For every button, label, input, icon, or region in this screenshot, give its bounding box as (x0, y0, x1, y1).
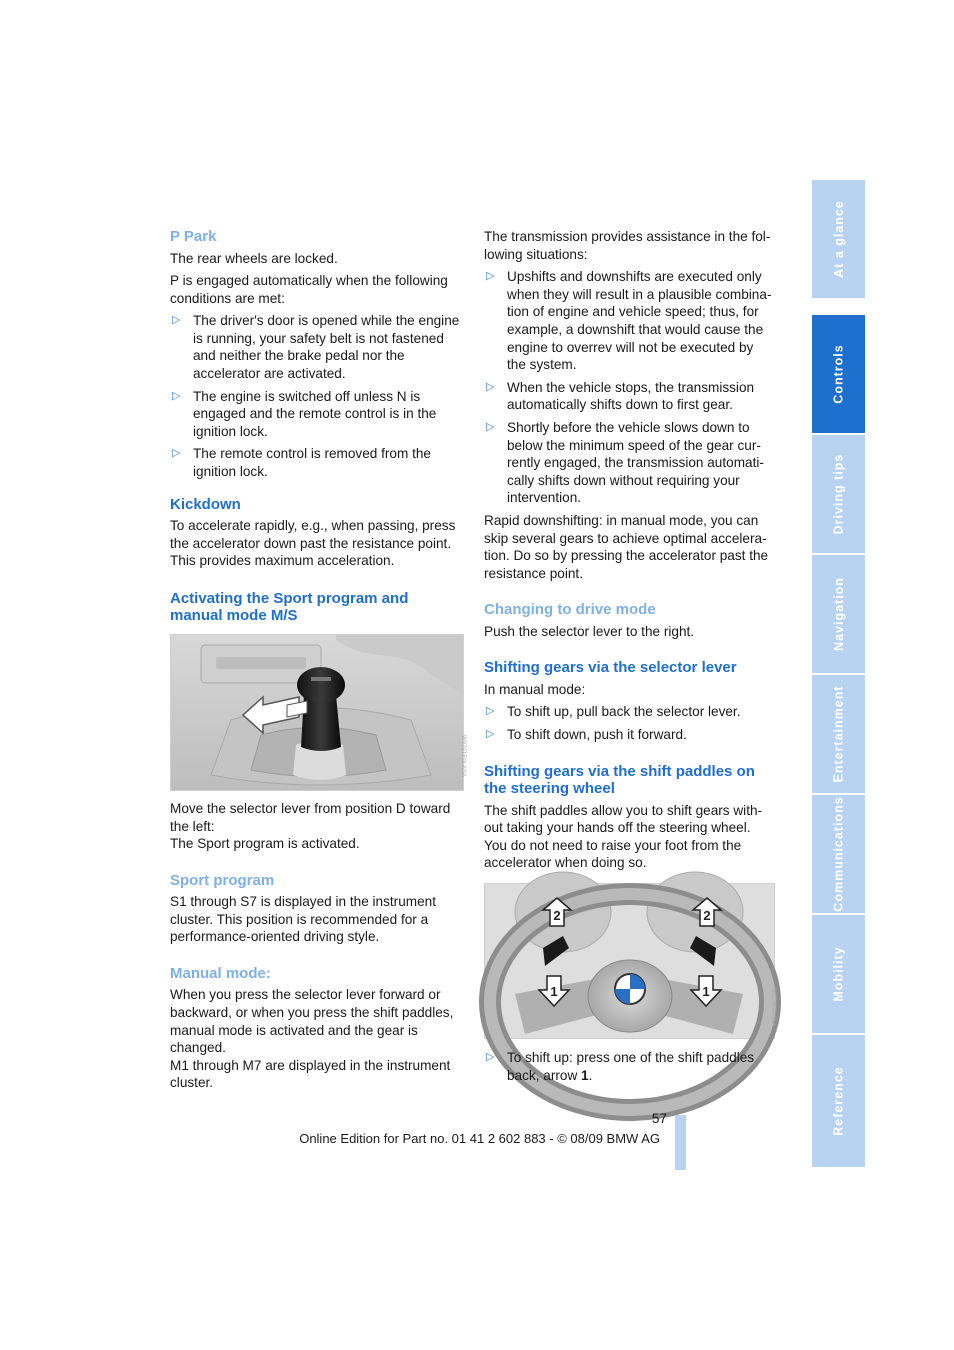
tab-navigation[interactable] (812, 555, 865, 673)
sport-manual-heading-line-2: manual mode M/S (170, 607, 298, 625)
sport-manual-caption-1: Move the selector lever from position D toward the left: (170, 800, 451, 834)
kickdown-heading: Kickdown (170, 495, 241, 513)
manual-mode-text-1: When you press the selector lever forward or backward, or when you press the shift paddles, manual mode is activated and the gear is changed. (170, 987, 454, 1056)
steering-wheel-figure (484, 883, 775, 1039)
steering-wheel-illustration (485, 884, 774, 1038)
tab-label: Mobility (831, 946, 846, 1002)
selector-lever-heading: Shifting gears via the selector lever (484, 659, 737, 677)
arrow-down-label: 1 (702, 984, 710, 1000)
tab-entertainment[interactable] (812, 675, 865, 793)
sport-program-heading: Sport program (170, 871, 275, 889)
sport-manual-caption-2: The Sport program is activated. (170, 836, 360, 852)
selector-lever-intro: In manual mode: (484, 681, 586, 697)
right-column (484, 228, 776, 1089)
list-item: ▷ To shift down, push it forward. (484, 726, 776, 744)
chapter-sidebar (812, 180, 865, 1167)
assistance-bullet-list (484, 268, 776, 507)
list-item: ▷ Shortly before the vehicle slows down to below the minimum speed of the gear currently engaged, the transmission automatically shifts down without requiring your intervention. (484, 419, 776, 507)
selector-lever-bullet-list (484, 703, 776, 743)
tab-label: At a glance (831, 200, 846, 278)
tab-label: Driving tips (831, 453, 846, 535)
assistance-intro: The transmission provides assistance in the following situations: (484, 229, 771, 262)
tab-communications[interactable] (812, 795, 865, 913)
tab-label: Navigation (831, 577, 846, 651)
left-column (170, 228, 466, 1097)
manual-mode-heading: Manual mode: (170, 964, 271, 982)
edition-footer: Online Edition for Part no. 01 41 2 602 883 - © 08/09 BMW AG (299, 1131, 660, 1146)
list-item: ▷ The engine is switched off unless N is engaged and the remote control is in the ignition lock. (170, 388, 466, 441)
page-number: 57 (651, 1111, 667, 1126)
park-heading: P Park (170, 228, 217, 245)
tab-reference[interactable] (812, 1035, 865, 1167)
tab-controls[interactable] (812, 315, 865, 433)
park-paragraph-2: P is engaged automatically when the following conditions are met: (170, 273, 448, 306)
tab-at-a-glance[interactable] (812, 180, 865, 298)
shift-paddles-heading-line-2: the steering wheel (484, 780, 615, 798)
shift-up-instruction: To shift up: press one of the shift paddles back, arrow (507, 1050, 755, 1083)
kickdown-text: To accelerate rapidly, e.g., when passing, press the accelerator down past the resistance point. This provides maximum acceleration. (170, 518, 456, 569)
rapid-downshift-text: Rapid downshifting: in manual mode, you can skip several gears to achieve optimal acceleration. Do so by pressing the accelerator past the resistance point. (484, 512, 769, 581)
list-item: ▷ The driver's door is opened while the engine is running, your safety belt is not fastened and neither the brake pedal nor the accelerator are activated. (170, 312, 466, 382)
shift-paddles-heading-line-1: Shifting gears via the shift paddles on (484, 762, 755, 780)
selector-lever-illustration (171, 635, 463, 790)
park-bullet-list (170, 312, 466, 480)
sport-manual-heading (170, 590, 466, 625)
figure-code: W070TE0LASA (460, 734, 466, 777)
selector-lever-figure (170, 634, 464, 791)
instruction-period: . (588, 1067, 593, 1083)
page-marker (675, 1115, 686, 1170)
tab-mobility[interactable] (812, 915, 865, 1033)
list-item: ▷ To shift up, pull back the selector lever. (484, 703, 776, 721)
sport-program-text: S1 through S7 is displayed in the instrument cluster. This position is recommended for a performance-oriented driving style. (170, 894, 436, 945)
list-item: ▷ When the vehicle stops, the transmission automatically shifts down to first gear. (484, 379, 776, 414)
list-item (484, 1049, 776, 1084)
drive-mode-text: Push the selector lever to the right. (484, 623, 695, 639)
sport-manual-heading-line-1: Activating the Sport program and (170, 589, 409, 607)
arrow-up-label: 2 (703, 908, 711, 924)
list-item: ▷ The remote control is removed from the ignition lock. (170, 445, 466, 480)
tab-label: Controls (831, 344, 846, 404)
figure-code: W070E0LASA (770, 988, 776, 1027)
arrow-down-label: 1 (550, 984, 558, 1000)
arrow-up-label: 2 (553, 908, 561, 924)
shift-paddles-heading (484, 763, 776, 798)
tab-driving-tips[interactable] (812, 435, 865, 553)
shift-paddles-bullet-list (484, 1049, 776, 1084)
park-paragraph-1: The rear wheels are locked. (170, 250, 338, 266)
tab-label: Reference (831, 1066, 846, 1136)
drive-mode-heading: Changing to drive mode (484, 601, 656, 619)
tab-label: Communications (831, 796, 846, 912)
manual-mode-text-2: M1 through M7 are displayed in the instrument cluster. (170, 1057, 451, 1091)
list-item: ▷ Upshifts and downshifts are executed only when they will result in a plausible combination of engine and vehicle speed; thus, for example, a downshift that would cause the engine to overrev will not be executed by the system. (484, 268, 776, 374)
shift-paddles-text: The shift paddles allow you to shift gears without taking your hands off the steering wheel. You do not need to raise your foot from the accelerator when doing so. (484, 802, 763, 871)
tab-label: Entertainment (831, 685, 846, 783)
arrow-reference: 1 (581, 1067, 589, 1083)
